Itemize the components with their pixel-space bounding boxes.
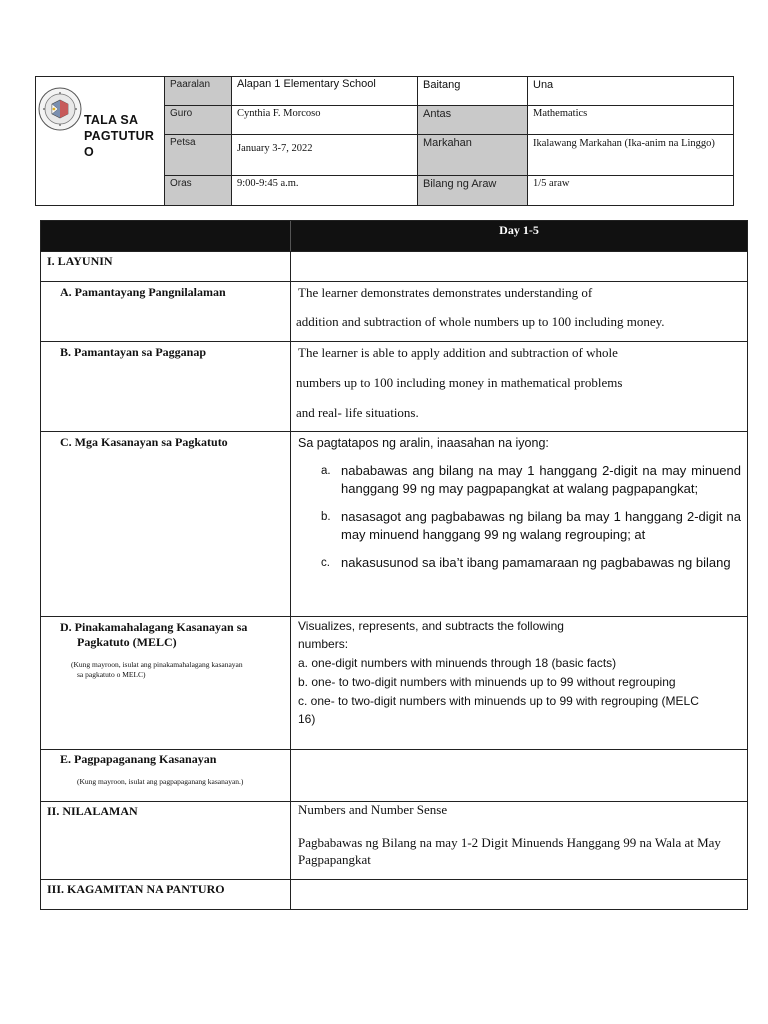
nilalaman-label-cell (41, 802, 291, 879)
c-label-cell (41, 432, 291, 616)
a-label-cell (41, 282, 291, 341)
days-label: Bilang ng Araw (418, 176, 528, 205)
time-value: 9:00-9:45 a.m. (232, 176, 418, 205)
school-seal-icon (38, 87, 82, 131)
school-label: Paaralan (165, 77, 232, 106)
b-text-line: and real- life situations. (296, 405, 419, 420)
d-text-line: numbers: (298, 637, 349, 651)
nilalaman-content-cell (291, 802, 747, 879)
teacher-value: Cynthia F. Morcoso (232, 106, 418, 135)
quarter-label: Markahan (418, 135, 528, 176)
d-heading-line2: Pagkatuto (MELC) (77, 635, 177, 649)
kagamitan-label-cell (41, 880, 291, 909)
document-title-line: O (84, 145, 94, 159)
document-title (84, 112, 162, 160)
date-label: Petsa (165, 135, 232, 176)
e-note: (Kung mayroon, isulat ang pagpapaganang kasanayan.) (77, 777, 244, 786)
c-list-item (321, 554, 741, 572)
list-marker: b. (321, 511, 331, 523)
quarter-value: Ikalawang Markahan (Ika-anim na Linggo) (528, 135, 733, 176)
row-nilalaman (41, 802, 747, 880)
d-text-line: b. one- to two-digit numbers with minuends up to 99 without regrouping (298, 675, 676, 689)
e-label-cell (41, 750, 291, 801)
list-marker: a. (321, 465, 331, 477)
time-label: Oras (165, 176, 232, 205)
c-content-cell (291, 432, 747, 616)
row-kagamitan (41, 880, 747, 909)
c-intro: Sa pagtatapos ng aralin, inaasahan na iyong: (298, 436, 549, 450)
day-header-blank (41, 221, 291, 251)
b-text-line: numbers up to 100 including money in mathematical problems (296, 375, 623, 390)
e-content-cell (291, 750, 747, 801)
logo-cell (36, 77, 165, 205)
kagamitan-heading: III. KAGAMITAN NA PANTURO (47, 882, 225, 896)
row-melc (41, 617, 747, 750)
nilalaman-topic: Numbers and Number Sense (298, 802, 448, 817)
list-marker: c. (321, 557, 330, 569)
row-pamantayang-pangnilalaman (41, 282, 747, 342)
d-text-line: a. one-digit numbers with minuends through 18 (basic facts) (298, 656, 617, 670)
layunin-row (41, 252, 747, 282)
d-note: (Kung mayroon, isulat ang pinakamahalagang kasanayan (71, 660, 243, 669)
d-text-line: 16) (298, 712, 316, 726)
d-content-cell (291, 617, 747, 749)
d-text-line: Visualizes, represents, and subtracts the following (298, 619, 564, 633)
nilalaman-subtopic: Pagbabawas ng Bilang na may 1-2 Digit Minuends Hanggang 99 na Wala at May Pagpapangkat (298, 835, 721, 867)
teacher-label: Guro (165, 106, 232, 135)
a-content-cell (291, 282, 747, 341)
a-text-line: addition and subtraction of whole numbers up to 100 including money. (296, 314, 665, 329)
row-pagpapaganang-kasanayan (41, 750, 747, 802)
layunin-label-cell (41, 252, 291, 281)
grade-value: Una (528, 77, 733, 106)
layunin-heading: I. LAYUNIN (47, 254, 113, 268)
a-heading: A. Pamantayang Pangnilalaman (60, 285, 226, 299)
row-mga-kasanayan (41, 432, 747, 617)
subject-value: Mathematics (528, 106, 733, 135)
layunin-content-cell (291, 252, 747, 281)
c-list-item (321, 462, 741, 498)
day-header-cell (291, 221, 747, 251)
b-content-cell (291, 342, 747, 431)
d-note: sa pagkatuto o MELC) (77, 670, 146, 679)
c-heading: C. Mga Kasanayan sa Pagkatuto (60, 435, 228, 449)
days-value: 1/5 araw (533, 178, 570, 189)
d-label-cell (41, 617, 291, 749)
a-text-line: The learner demonstrates demonstrates understanding of (298, 285, 593, 300)
subject-label: Antas (418, 106, 528, 135)
day-header-row (41, 221, 747, 252)
b-label-cell (41, 342, 291, 431)
date-value: January 3-7, 2022 (232, 135, 418, 176)
header-table (35, 76, 734, 206)
list-text: nakasusunod sa iba’t ibang pamamaraan ng pagbabawas ng bilang (341, 555, 731, 570)
day-header-label: Day 1-5 (499, 223, 539, 237)
b-text-line: The learner is able to apply addition and subtraction of whole (298, 345, 618, 360)
document-title-line: PAGTUTUR (84, 129, 155, 143)
d-text-line: c. one- to two-digit numbers with minuends up to 99 with regrouping (MELC (298, 694, 699, 708)
school-value: Alapan 1 Elementary School (232, 77, 418, 106)
d-heading: D. Pinakamahalagang Kasanayan sa (60, 620, 248, 634)
document-title-line: TALA SA (84, 113, 139, 127)
row-pamantayan-sa-pagganap (41, 342, 747, 432)
list-text: nababawas ang bilang na may 1 hanggang 2-digit na may minuend hanggang 99 ng may pagpapangkat at walang pagpapangkat; (341, 463, 741, 496)
c-list-item (321, 508, 741, 544)
b-heading: B. Pamantayan sa Pagganap (60, 345, 207, 359)
nilalaman-heading: II. NILALAMAN (47, 804, 138, 818)
lesson-plan-table (40, 220, 748, 910)
list-text: nasasagot ang pagbabawas ng bilang ba may 1 hanggang 2-digit na may minuend hanggang 99 ng walang regrouping; at (341, 509, 741, 542)
kagamitan-content-cell (291, 880, 747, 909)
grade-label: Baitang (418, 77, 528, 106)
e-heading: E. Pagpapaganang Kasanayan (60, 752, 217, 766)
